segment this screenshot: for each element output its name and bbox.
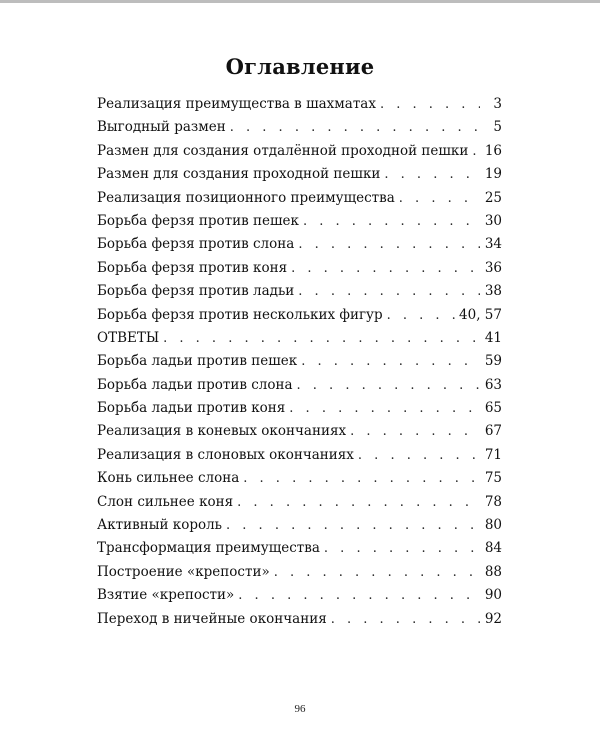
toc-entry[interactable] — [97, 330, 502, 353]
toc-leader-dots — [238, 588, 480, 603]
toc-leader-dots — [358, 448, 480, 463]
toc-entry-title: Борьба ферзя против слона — [97, 236, 295, 253]
toc-entry[interactable] — [97, 283, 502, 306]
toc-entry-page: 25 — [484, 189, 502, 206]
toc-leader-dots — [243, 471, 480, 486]
toc-leader-dots — [298, 237, 480, 252]
toc-entry-title: Построение «крепости» — [97, 563, 270, 580]
toc-entry-page: 19 — [484, 166, 502, 183]
toc-entry[interactable] — [97, 119, 502, 142]
toc-entry[interactable] — [97, 353, 502, 376]
toc-entry[interactable] — [97, 494, 502, 517]
toc-leader-dots — [226, 518, 480, 533]
toc-entry[interactable] — [97, 377, 502, 400]
toc-entry-title: Активный король — [97, 517, 223, 534]
toc-leader-dots — [380, 97, 480, 112]
toc-entry-page: 34 — [484, 236, 502, 253]
toc-entry-title: Выгодный размен — [97, 119, 226, 136]
toc-entry[interactable] — [97, 517, 502, 540]
toc-entry[interactable] — [97, 587, 502, 610]
toc-entry-page: 41 — [484, 329, 502, 346]
toc-entry-page: 63 — [484, 376, 502, 393]
toc-entry-page: 92 — [484, 610, 502, 627]
toc-entry-page: 80 — [484, 517, 502, 534]
toc-leader-dots — [324, 541, 480, 556]
toc-entry-page: 67 — [484, 423, 502, 440]
toc-entry-title: Борьба ладьи против коня — [97, 400, 286, 417]
toc-leader-dots — [472, 144, 480, 159]
toc-entry-title: Борьба ладьи против пешек — [97, 353, 298, 370]
toc-entry-page: 40, 57 — [459, 306, 502, 323]
toc-entry[interactable] — [97, 611, 502, 634]
toc-entry-page: 88 — [484, 563, 502, 580]
page-title: Оглавление — [225, 54, 375, 79]
toc-entry-page: 59 — [484, 353, 502, 370]
toc-entry-title: Реализация в коневых окончаниях — [97, 423, 347, 440]
page-top-edge — [0, 0, 600, 3]
toc-entry[interactable] — [97, 400, 502, 423]
toc-entry[interactable] — [97, 564, 502, 587]
toc-entry[interactable] — [97, 423, 502, 446]
toc-entry-page: 5 — [493, 119, 502, 136]
toc-leader-dots — [387, 308, 455, 323]
toc-entry-title: Слон сильнее коня — [97, 493, 234, 510]
toc-entry-title: Размен для создания проходной пешки — [97, 166, 381, 183]
toc-entry[interactable] — [97, 307, 502, 330]
toc-entry-page: 90 — [484, 587, 502, 604]
toc-leader-dots — [289, 401, 480, 416]
toc-entry[interactable] — [97, 190, 502, 213]
toc-entry[interactable] — [97, 213, 502, 236]
toc-entry-title: Борьба ладьи против слона — [97, 376, 293, 393]
toc-entry-title: Переход в ничейные окончания — [97, 610, 327, 627]
toc-leader-dots — [297, 378, 480, 393]
table-of-contents — [97, 96, 502, 634]
toc-entry-page: 65 — [484, 400, 502, 417]
toc-entry[interactable] — [97, 260, 502, 283]
toc-entry-page: 75 — [484, 470, 502, 487]
toc-leader-dots — [384, 167, 480, 182]
toc-entry-title: Реализация в слоновых окончаниях — [97, 446, 354, 463]
toc-leader-dots — [350, 424, 480, 439]
toc-entry-title: Реализация преимущества в шахматах — [97, 96, 376, 112]
toc-entry-page: 36 — [484, 259, 502, 276]
toc-entry-title: Размен для создания отдалённой проходной пешки — [97, 142, 469, 159]
toc-entry-title: Борьба ферзя против пешек — [97, 212, 299, 229]
toc-entry-title: Борьба ферзя против коня — [97, 259, 288, 276]
toc-leader-dots — [163, 331, 480, 346]
toc-entry-page: 38 — [484, 283, 502, 300]
toc-entry[interactable] — [97, 540, 502, 563]
toc-entry-title: ОТВЕТЫ — [97, 329, 160, 346]
toc-entry-title: Реализация позиционного преимущества — [97, 189, 395, 206]
toc-entry-page: 78 — [484, 493, 502, 510]
toc-leader-dots — [298, 284, 480, 299]
toc-entry[interactable] — [97, 96, 502, 119]
toc-entry[interactable] — [97, 166, 502, 189]
toc-entry[interactable] — [97, 470, 502, 493]
toc-entry-page: 71 — [484, 446, 502, 463]
toc-leader-dots — [303, 214, 480, 229]
toc-leader-dots — [230, 120, 480, 135]
toc-leader-dots — [301, 354, 480, 369]
toc-entry-title: Борьба ферзя против ладьи — [97, 283, 295, 300]
toc-entry-title: Конь сильнее слона — [97, 470, 240, 487]
toc-entry-title: Трансформация преимущества — [97, 540, 320, 557]
toc-entry-page: 3 — [493, 96, 502, 112]
toc-entry-title: Взятие «крепости» — [97, 587, 235, 604]
toc-entry-page: 84 — [484, 540, 502, 557]
toc-leader-dots — [291, 261, 480, 276]
toc-leader-dots — [274, 565, 480, 580]
toc-leader-dots — [331, 612, 480, 627]
toc-entry-page: 30 — [484, 212, 502, 229]
toc-entry-title: Борьба ферзя против нескольких фигур — [97, 306, 383, 323]
toc-leader-dots — [399, 191, 480, 206]
toc-entry[interactable] — [97, 447, 502, 470]
toc-entry[interactable] — [97, 143, 502, 166]
toc-entry-page: 16 — [484, 142, 502, 159]
toc-leader-dots — [237, 495, 480, 510]
page-number: 96 — [294, 703, 306, 715]
toc-entry[interactable] — [97, 236, 502, 259]
